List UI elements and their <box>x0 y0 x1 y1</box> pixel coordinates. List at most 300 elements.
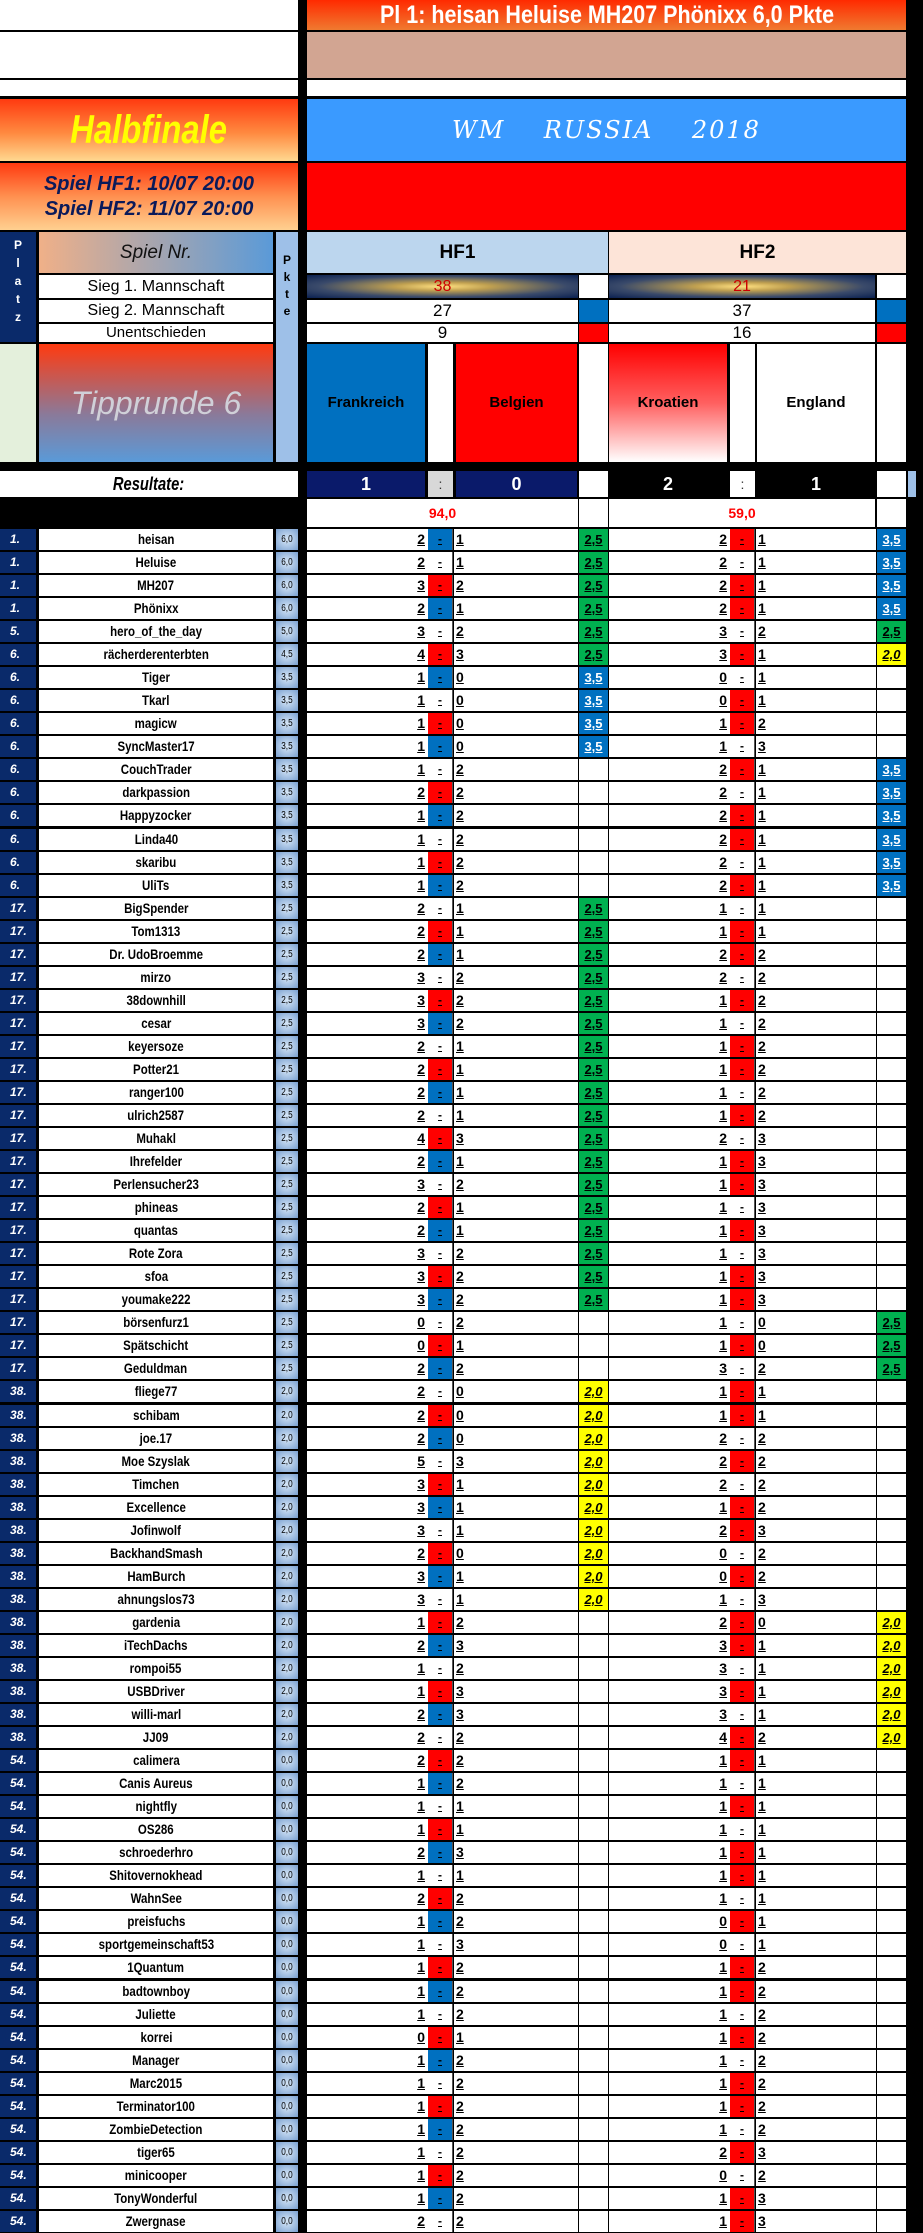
hf2-tip-home[interactable]: 1 <box>609 1957 730 1978</box>
hf1-tip-away[interactable]: 2 <box>454 1174 578 1195</box>
hf1-tip-home[interactable]: 3 <box>307 967 428 988</box>
hf1-tip-away[interactable]: 2 <box>454 759 578 780</box>
hf2-tip-home[interactable]: 2 <box>609 1428 730 1449</box>
hf2-tip-home[interactable]: 1 <box>609 1405 730 1426</box>
hf1-tip-away[interactable]: 2 <box>454 805 578 826</box>
hf1-tip-home[interactable]: 4 <box>307 1128 428 1149</box>
hf1-tip-home[interactable]: 1 <box>307 2004 428 2025</box>
hf1-tip-away[interactable]: 3 <box>454 1635 578 1656</box>
hf1-tip-home[interactable]: 2 <box>307 944 428 965</box>
hf1-tip-home[interactable]: 3 <box>307 1243 428 1264</box>
hf2-tip-away[interactable]: 3 <box>756 1197 876 1218</box>
hf2-tip-home[interactable]: 1 <box>609 2050 730 2071</box>
hf1-tip-away[interactable]: 3 <box>454 1128 578 1149</box>
hf1-tip-home[interactable]: 1 <box>307 690 428 711</box>
hf1-tip-home[interactable]: 3 <box>307 1566 428 1587</box>
hf2-tip-home[interactable]: 1 <box>609 1082 730 1103</box>
hf2-tip-home[interactable]: 1 <box>609 1312 730 1333</box>
hf2-tip-away[interactable]: 2 <box>756 1013 876 1034</box>
hf2-tip-away[interactable]: 2 <box>756 1105 876 1126</box>
hf2-tip-home[interactable]: 3 <box>609 1704 730 1725</box>
hf1-tip-home[interactable]: 1 <box>307 2119 428 2140</box>
hf1-tip-home[interactable]: 1 <box>307 875 428 896</box>
hf1-tip-home[interactable]: 2 <box>307 1082 428 1103</box>
hf2-tip-away[interactable]: 1 <box>756 529 876 550</box>
hf1-tip-away[interactable]: 2 <box>454 782 578 803</box>
hf1-tip-home[interactable]: 1 <box>307 1612 428 1633</box>
hf2-tip-home[interactable]: 1 <box>609 1773 730 1794</box>
hf2-tip-away[interactable]: 2 <box>756 1957 876 1978</box>
hf2-tip-away[interactable]: 3 <box>756 2142 876 2163</box>
hf2-tip-home[interactable]: 3 <box>609 1681 730 1702</box>
hf2-tip-away[interactable]: 2 <box>756 1981 876 2002</box>
hf2-tip-away[interactable]: 1 <box>756 1704 876 1725</box>
hf1-tip-away[interactable]: 1 <box>454 1059 578 1080</box>
hf2-tip-home[interactable]: 1 <box>609 736 730 757</box>
hf2-tip-home[interactable]: 3 <box>609 644 730 665</box>
hf2-tip-home[interactable]: 1 <box>609 1865 730 1886</box>
hf2-tip-away[interactable]: 3 <box>756 1266 876 1287</box>
hf1-tip-away[interactable]: 1 <box>454 1796 578 1817</box>
hf1-tip-home[interactable]: 1 <box>307 2073 428 2094</box>
hf1-tip-away[interactable]: 2 <box>454 829 578 850</box>
hf1-tip-away[interactable]: 1 <box>454 944 578 965</box>
hf1-tip-home[interactable]: 1 <box>307 667 428 688</box>
hf1-tip-home[interactable]: 3 <box>307 1589 428 1610</box>
hf1-tip-home[interactable]: 1 <box>307 2142 428 2163</box>
hf2-tip-away[interactable]: 3 <box>756 1151 876 1172</box>
hf1-tip-away[interactable]: 2 <box>454 852 578 873</box>
hf1-tip-home[interactable]: 1 <box>307 1957 428 1978</box>
hf2-tip-away[interactable]: 3 <box>756 1289 876 1310</box>
hf1-tip-home[interactable]: 2 <box>307 1842 428 1863</box>
hf2-tip-home[interactable]: 1 <box>609 1243 730 1264</box>
hf2-tip-away[interactable]: 1 <box>756 898 876 919</box>
hf1-tip-away[interactable]: 1 <box>454 1220 578 1241</box>
hf1-tip-home[interactable]: 1 <box>307 759 428 780</box>
hf1-tip-home[interactable]: 2 <box>307 782 428 803</box>
hf2-tip-away[interactable]: 1 <box>756 875 876 896</box>
hf1-tip-home[interactable]: 2 <box>307 1220 428 1241</box>
hf1-tip-away[interactable]: 1 <box>454 1105 578 1126</box>
hf2-tip-away[interactable]: 1 <box>756 1750 876 1771</box>
hf2-tip-away[interactable]: 1 <box>756 1773 876 1794</box>
hf2-tip-home[interactable]: 1 <box>609 2004 730 2025</box>
hf1-tip-away[interactable]: 2 <box>454 2096 578 2117</box>
hf1-tip-away[interactable]: 1 <box>454 1566 578 1587</box>
hf1-tip-away[interactable]: 1 <box>454 898 578 919</box>
hf1-tip-home[interactable]: 2 <box>307 921 428 942</box>
hf2-tip-away[interactable]: 2 <box>756 1082 876 1103</box>
hf2-tip-away[interactable]: 2 <box>756 1566 876 1587</box>
hf2-tip-away[interactable]: 1 <box>756 1405 876 1426</box>
hf1-tip-home[interactable]: 3 <box>307 1474 428 1495</box>
hf2-tip-away[interactable]: 2 <box>756 2119 876 2140</box>
hf1-tip-home[interactable]: 1 <box>307 713 428 734</box>
hf2-tip-home[interactable]: 1 <box>609 1013 730 1034</box>
hf2-tip-home[interactable]: 1 <box>609 713 730 734</box>
hf2-tip-away[interactable]: 0 <box>756 1335 876 1356</box>
hf1-tip-home[interactable]: 0 <box>307 2027 428 2048</box>
hf2-tip-home[interactable]: 0 <box>609 2165 730 2186</box>
hf1-tip-home[interactable]: 2 <box>307 2211 428 2232</box>
hf2-tip-away[interactable]: 1 <box>756 1888 876 1909</box>
hf2-tip-away[interactable]: 1 <box>756 575 876 596</box>
hf1-tip-home[interactable]: 2 <box>307 1105 428 1126</box>
hf2-tip-home[interactable]: 1 <box>609 1266 730 1287</box>
hf2-tip-away[interactable]: 2 <box>756 2165 876 2186</box>
hf2-tip-away[interactable]: 3 <box>756 1589 876 1610</box>
hf1-tip-home[interactable]: 1 <box>307 736 428 757</box>
hf2-tip-away[interactable]: 1 <box>756 759 876 780</box>
hf2-tip-home[interactable]: 1 <box>609 1197 730 1218</box>
hf2-tip-away[interactable]: 2 <box>756 1358 876 1379</box>
hf1-tip-home[interactable]: 3 <box>307 1289 428 1310</box>
hf2-tip-away[interactable]: 1 <box>756 829 876 850</box>
hf2-tip-away[interactable]: 2 <box>756 621 876 642</box>
hf2-tip-away[interactable]: 2 <box>756 2027 876 2048</box>
hf1-tip-away[interactable]: 2 <box>454 1289 578 1310</box>
hf1-tip-away[interactable]: 2 <box>454 2050 578 2071</box>
hf1-tip-home[interactable]: 3 <box>307 1013 428 1034</box>
hf2-tip-home[interactable]: 1 <box>609 1059 730 1080</box>
hf2-tip-home[interactable]: 1 <box>609 2096 730 2117</box>
hf1-tip-away[interactable]: 1 <box>454 1865 578 1886</box>
hf2-tip-home[interactable]: 0 <box>609 690 730 711</box>
hf2-tip-home[interactable]: 1 <box>609 2119 730 2140</box>
hf2-tip-home[interactable]: 2 <box>609 552 730 573</box>
hf1-tip-home[interactable]: 1 <box>307 1911 428 1932</box>
hf1-tip-away[interactable]: 0 <box>454 690 578 711</box>
hf1-tip-away[interactable]: 2 <box>454 2142 578 2163</box>
hf1-tip-away[interactable]: 0 <box>454 667 578 688</box>
hf1-tip-home[interactable]: 2 <box>307 1358 428 1379</box>
hf2-tip-home[interactable]: 2 <box>609 829 730 850</box>
hf2-tip-away[interactable]: 1 <box>756 1819 876 1840</box>
hf1-tip-home[interactable]: 3 <box>307 1497 428 1518</box>
hf1-tip-away[interactable]: 1 <box>454 1819 578 1840</box>
hf2-tip-away[interactable]: 2 <box>756 1727 876 1748</box>
hf2-tip-home[interactable]: 1 <box>609 1750 730 1771</box>
hf2-tip-home[interactable]: 2 <box>609 529 730 550</box>
hf1-tip-away[interactable]: 2 <box>454 575 578 596</box>
hf2-tip-away[interactable]: 1 <box>756 921 876 942</box>
hf2-tip-home[interactable]: 2 <box>609 852 730 873</box>
hf1-tip-home[interactable]: 3 <box>307 990 428 1011</box>
hf1-tip-away[interactable]: 3 <box>454 1842 578 1863</box>
hf1-tip-away[interactable]: 0 <box>454 1381 578 1402</box>
hf1-tip-home[interactable]: 5 <box>307 1451 428 1472</box>
hf1-tip-away[interactable]: 2 <box>454 1243 578 1264</box>
hf2-tip-home[interactable]: 1 <box>609 2073 730 2094</box>
hf1-tip-home[interactable]: 2 <box>307 1704 428 1725</box>
hf2-tip-home[interactable]: 1 <box>609 2211 730 2232</box>
hf2-tip-home[interactable]: 1 <box>609 1796 730 1817</box>
hf1-tip-home[interactable]: 1 <box>307 852 428 873</box>
hf2-tip-away[interactable]: 1 <box>756 852 876 873</box>
hf2-tip-away[interactable]: 2 <box>756 944 876 965</box>
hf1-tip-home[interactable]: 1 <box>307 2165 428 2186</box>
hf1-tip-away[interactable]: 2 <box>454 1612 578 1633</box>
hf2-tip-home[interactable]: 1 <box>609 2188 730 2209</box>
hf1-tip-home[interactable]: 3 <box>307 621 428 642</box>
hf2-tip-home[interactable]: 2 <box>609 1474 730 1495</box>
hf2-tip-home[interactable]: 1 <box>609 1151 730 1172</box>
hf2-tip-home[interactable]: 0 <box>609 1543 730 1564</box>
hf2-tip-away[interactable]: 3 <box>756 736 876 757</box>
hf1-tip-away[interactable]: 3 <box>454 1934 578 1955</box>
hf2-tip-away[interactable]: 3 <box>756 1128 876 1149</box>
hf2-tip-away[interactable]: 2 <box>756 713 876 734</box>
hf2-tip-home[interactable]: 2 <box>609 2142 730 2163</box>
hf2-tip-home[interactable]: 1 <box>609 1289 730 1310</box>
hf2-tip-home[interactable]: 3 <box>609 621 730 642</box>
hf1-tip-home[interactable]: 1 <box>307 1681 428 1702</box>
hf2-tip-away[interactable]: 3 <box>756 2188 876 2209</box>
hf2-tip-away[interactable]: 1 <box>756 1842 876 1863</box>
hf2-tip-away[interactable]: 1 <box>756 1796 876 1817</box>
hf2-tip-home[interactable]: 3 <box>609 1358 730 1379</box>
hf2-tip-away[interactable]: 0 <box>756 1312 876 1333</box>
hf2-tip-home[interactable]: 1 <box>609 921 730 942</box>
hf2-tip-home[interactable]: 1 <box>609 1036 730 1057</box>
hf1-tip-away[interactable]: 2 <box>454 967 578 988</box>
hf1-tip-home[interactable]: 2 <box>307 1428 428 1449</box>
hf2-tip-home[interactable]: 1 <box>609 1174 730 1195</box>
hf2-tip-away[interactable]: 2 <box>756 2004 876 2025</box>
hf1-tip-away[interactable]: 2 <box>454 1888 578 1909</box>
hf1-tip-away[interactable]: 1 <box>454 552 578 573</box>
hf2-tip-away[interactable]: 1 <box>756 644 876 665</box>
hf2-tip-home[interactable]: 2 <box>609 944 730 965</box>
hf1-tip-home[interactable]: 1 <box>307 1796 428 1817</box>
hf1-tip-away[interactable]: 3 <box>454 644 578 665</box>
hf1-tip-away[interactable]: 2 <box>454 621 578 642</box>
hf2-tip-home[interactable]: 4 <box>609 1727 730 1748</box>
hf2-tip-home[interactable]: 1 <box>609 1335 730 1356</box>
hf1-tip-home[interactable]: 2 <box>307 1888 428 1909</box>
hf2-tip-away[interactable]: 1 <box>756 552 876 573</box>
hf1-tip-home[interactable]: 1 <box>307 1934 428 1955</box>
hf2-tip-away[interactable]: 2 <box>756 1059 876 1080</box>
hf2-tip-home[interactable]: 2 <box>609 967 730 988</box>
hf2-tip-away[interactable]: 1 <box>756 1681 876 1702</box>
hf1-tip-away[interactable]: 2 <box>454 1727 578 1748</box>
hf2-tip-home[interactable]: 1 <box>609 1589 730 1610</box>
hf1-tip-away[interactable]: 1 <box>454 921 578 942</box>
hf1-tip-home[interactable]: 1 <box>307 829 428 850</box>
hf2-tip-home[interactable]: 2 <box>609 875 730 896</box>
hf1-tip-away[interactable]: 2 <box>454 1358 578 1379</box>
hf1-tip-away[interactable]: 2 <box>454 2165 578 2186</box>
hf2-tip-home[interactable]: 1 <box>609 1981 730 2002</box>
hf2-tip-away[interactable]: 1 <box>756 1865 876 1886</box>
hf1-tip-away[interactable]: 0 <box>454 736 578 757</box>
hf1-tip-away[interactable]: 1 <box>454 1335 578 1356</box>
hf2-tip-home[interactable]: 0 <box>609 1911 730 1932</box>
hf2-tip-away[interactable]: 3 <box>756 1243 876 1264</box>
hf1-tip-away[interactable]: 1 <box>454 1474 578 1495</box>
hf2-tip-away[interactable]: 1 <box>756 1381 876 1402</box>
hf2-tip-away[interactable]: 1 <box>756 782 876 803</box>
hf1-tip-home[interactable]: 4 <box>307 644 428 665</box>
hf1-tip-away[interactable]: 2 <box>454 1957 578 1978</box>
hf2-tip-home[interactable]: 1 <box>609 898 730 919</box>
hf1-tip-home[interactable]: 2 <box>307 1197 428 1218</box>
hf1-tip-away[interactable]: 1 <box>454 1497 578 1518</box>
hf1-tip-home[interactable]: 3 <box>307 575 428 596</box>
hf2-tip-away[interactable]: 1 <box>756 1911 876 1932</box>
hf2-tip-home[interactable]: 2 <box>609 782 730 803</box>
hf1-tip-away[interactable]: 0 <box>454 1543 578 1564</box>
hf1-tip-away[interactable]: 1 <box>454 2027 578 2048</box>
hf1-tip-away[interactable]: 3 <box>454 1451 578 1472</box>
hf1-tip-away[interactable]: 1 <box>454 598 578 619</box>
hf2-tip-home[interactable]: 1 <box>609 1888 730 1909</box>
hf1-tip-home[interactable]: 0 <box>307 1312 428 1333</box>
hf2-tip-home[interactable]: 1 <box>609 1220 730 1241</box>
hf1-tip-away[interactable]: 3 <box>454 1704 578 1725</box>
hf1-tip-away[interactable]: 2 <box>454 1750 578 1771</box>
hf1-tip-home[interactable]: 1 <box>307 1981 428 2002</box>
hf1-tip-away[interactable]: 2 <box>454 2211 578 2232</box>
hf2-tip-home[interactable]: 2 <box>609 805 730 826</box>
hf2-tip-away[interactable]: 0 <box>756 1612 876 1633</box>
table-row <box>0 829 923 850</box>
hf1-tip-home[interactable]: 2 <box>307 1036 428 1057</box>
hf1-tip-away[interactable]: 1 <box>454 1197 578 1218</box>
hf1-tip-away[interactable]: 2 <box>454 2188 578 2209</box>
hf1-tip-home[interactable]: 1 <box>307 1819 428 1840</box>
hf1-tip-away[interactable]: 1 <box>454 1036 578 1057</box>
hf1-tip-away[interactable]: 3 <box>454 1681 578 1702</box>
hf1-tip-home[interactable]: 1 <box>307 1865 428 1886</box>
hf1-tip-home[interactable]: 2 <box>307 1727 428 1748</box>
hf1-tip-home[interactable]: 2 <box>307 1151 428 1172</box>
hf1-tip-away[interactable]: 2 <box>454 1911 578 1932</box>
hf2-tip-home[interactable]: 2 <box>609 575 730 596</box>
hf1-tip-away[interactable]: 2 <box>454 1312 578 1333</box>
hf2-tip-away[interactable]: 1 <box>756 667 876 688</box>
hf2-tip-away[interactable]: 2 <box>756 1036 876 1057</box>
table-row <box>0 1911 923 1932</box>
hf1-tip-away[interactable]: 0 <box>454 1405 578 1426</box>
hf1-tip-away[interactable]: 0 <box>454 1428 578 1449</box>
hf1-tip-home[interactable]: 3 <box>307 1520 428 1541</box>
hf2-tip-home[interactable]: 2 <box>609 759 730 780</box>
hf1-tip-separator: - <box>428 1197 453 1218</box>
hf1-tip-home[interactable]: 1 <box>307 2050 428 2071</box>
hf1-tip-away[interactable]: 1 <box>454 1151 578 1172</box>
hf2-tip-away[interactable]: 1 <box>756 1658 876 1679</box>
hf2-tip-home[interactable]: 1 <box>609 1105 730 1126</box>
hf2-tip-home[interactable]: 2 <box>609 1128 730 1149</box>
hf2-tip-away[interactable]: 1 <box>756 690 876 711</box>
hf1-tip-away[interactable]: 2 <box>454 1013 578 1034</box>
hf1-tip-home[interactable]: 2 <box>307 552 428 573</box>
hf2-tip-away[interactable]: 3 <box>756 2211 876 2232</box>
hf2-tip-home[interactable]: 1 <box>609 1819 730 1840</box>
hf1-tip-home[interactable]: 0 <box>307 1335 428 1356</box>
hf2-tip-home[interactable]: 1 <box>609 990 730 1011</box>
hf1-tip-away[interactable]: 2 <box>454 990 578 1011</box>
hf1-tip-away[interactable]: 2 <box>454 1773 578 1794</box>
hf1-tip-home[interactable]: 2 <box>307 1635 428 1656</box>
hf1-tip-home[interactable]: 2 <box>307 1405 428 1426</box>
scroll-marker[interactable] <box>908 471 916 497</box>
hf2-tip-away[interactable]: 2 <box>756 1474 876 1495</box>
hf2-tip-home[interactable]: 0 <box>609 1934 730 1955</box>
hf1-tip-away[interactable]: 2 <box>454 2073 578 2094</box>
hf1-tip-away[interactable]: 2 <box>454 2119 578 2140</box>
hf1-tip-home[interactable]: 2 <box>307 1543 428 1564</box>
hf2-tip-away[interactable]: 1 <box>756 598 876 619</box>
hf2-tip-away[interactable]: 2 <box>756 967 876 988</box>
hf1-tip-home[interactable]: 1 <box>307 1658 428 1679</box>
hf1-tip-home[interactable]: 2 <box>307 1750 428 1771</box>
hf2-tip-home[interactable]: 1 <box>609 1842 730 1863</box>
hf2-tip-home[interactable]: 2 <box>609 1612 730 1633</box>
hf1-tip-away[interactable]: 2 <box>454 1981 578 2002</box>
hf2-tip-away[interactable]: 1 <box>756 1635 876 1656</box>
hf2-tip-home[interactable]: 3 <box>609 1635 730 1656</box>
hf1-tip-home[interactable]: 1 <box>307 2096 428 2117</box>
hf1-tip-away[interactable]: 1 <box>454 1082 578 1103</box>
hf1-tip-away[interactable]: 2 <box>454 875 578 896</box>
hf2-tip-away[interactable]: 2 <box>756 2096 876 2117</box>
hf1-tip-home[interactable]: 2 <box>307 1381 428 1402</box>
hf1-tip-away[interactable]: 1 <box>454 1520 578 1541</box>
hf2-tip-away[interactable]: 3 <box>756 1220 876 1241</box>
hf1-tip-away[interactable]: 1 <box>454 1589 578 1610</box>
hf2-tip-home[interactable]: 1 <box>609 2027 730 2048</box>
hf1-tip-away[interactable]: 2 <box>454 2004 578 2025</box>
hf1-tip-home[interactable]: 1 <box>307 2188 428 2209</box>
hf2-tip-away[interactable]: 2 <box>756 1543 876 1564</box>
hf2-tip-away[interactable]: 2 <box>756 2050 876 2071</box>
hf1-tip-home[interactable]: 2 <box>307 898 428 919</box>
hf2-tip-away[interactable]: 1 <box>756 1934 876 1955</box>
hf1-tip-home[interactable]: 2 <box>307 529 428 550</box>
hf2-tip-home[interactable]: 2 <box>609 598 730 619</box>
hf1-tip-away[interactable]: 2 <box>454 1658 578 1679</box>
hf2-tip-home[interactable]: 3 <box>609 1658 730 1679</box>
hf1-tip-home[interactable]: 1 <box>307 1773 428 1794</box>
hf2-tip-home[interactable]: 0 <box>609 1566 730 1587</box>
hf2-tip-away[interactable]: 2 <box>756 2073 876 2094</box>
hf2-tip-away[interactable]: 2 <box>756 990 876 1011</box>
hf2-tip-home[interactable]: 1 <box>609 1497 730 1518</box>
hf2-tip-away[interactable]: 2 <box>756 1451 876 1472</box>
hf2-tip-away[interactable]: 2 <box>756 1497 876 1518</box>
hf2-tip-away[interactable]: 1 <box>756 805 876 826</box>
hf1-tip-home[interactable]: 2 <box>307 1059 428 1080</box>
hf1-tip-home[interactable]: 3 <box>307 1174 428 1195</box>
hf2-tip-home[interactable]: 1 <box>609 1381 730 1402</box>
hf1-tip-home[interactable]: 1 <box>307 805 428 826</box>
hf2-tip-home[interactable]: 2 <box>609 1520 730 1541</box>
hf1-tip-away[interactable]: 1 <box>454 529 578 550</box>
hf2-tip-away[interactable]: 3 <box>756 1174 876 1195</box>
hf1-tip-home[interactable]: 2 <box>307 598 428 619</box>
hf2-tip-away[interactable]: 2 <box>756 1428 876 1449</box>
hf2-tip-home[interactable]: 2 <box>609 1451 730 1472</box>
hf1-tip-away[interactable]: 2 <box>454 1266 578 1287</box>
hf2-tip-home[interactable]: 0 <box>609 667 730 688</box>
hf1-tip-away[interactable]: 0 <box>454 713 578 734</box>
hf1-tip-home[interactable]: 3 <box>307 1266 428 1287</box>
hf2-tip-away[interactable]: 3 <box>756 1520 876 1541</box>
